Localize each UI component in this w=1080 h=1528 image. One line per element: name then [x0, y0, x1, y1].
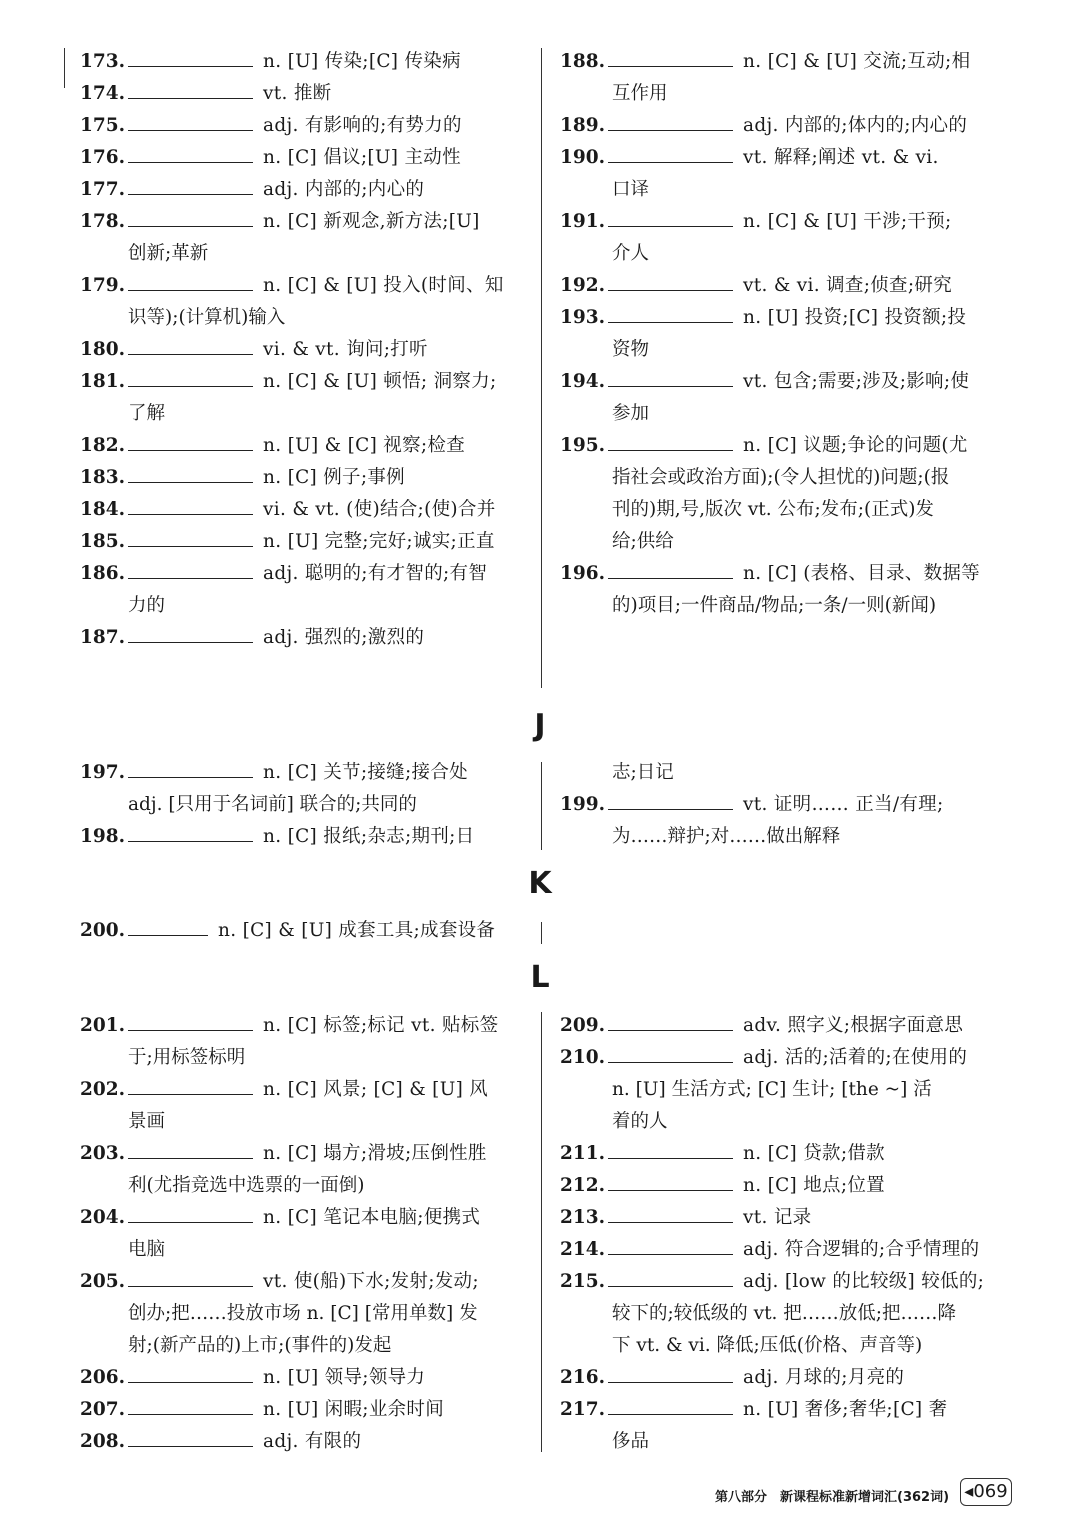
answer-blank[interactable] [608, 1140, 733, 1159]
entry-number: 193. [560, 307, 606, 328]
entry-definition: n. [C] & [U] 交流;互动;相 [743, 51, 971, 72]
entry-continuation: 较下的;较低级的 vt. 把……放低;把……降 [612, 1303, 956, 1324]
entry-definition: n. [C] (表格、目录、数据等 [743, 563, 980, 584]
entry-definition: n. [C] 报纸;杂志;期刊;日 [263, 826, 475, 847]
entry-continuation: 给;供给 [612, 531, 674, 552]
answer-blank[interactable] [608, 1364, 733, 1383]
section-i-left-column [80, 46, 525, 654]
entry-definition: adj. 有影响的;有势力的 [263, 115, 462, 136]
entry-definition: n. [U] 闲暇;业余时间 [263, 1399, 445, 1420]
answer-blank[interactable] [608, 304, 733, 323]
entry-continuation: 创新;革新 [128, 243, 209, 264]
vocab-entry [80, 366, 525, 398]
entry-continuation: 为……辩护;对……做出解释 [612, 826, 841, 847]
entry-continuation: 介人 [612, 243, 650, 264]
entry-number: 206. [80, 1367, 126, 1388]
letter-heading-l: L [530, 960, 550, 995]
vocab-entry [80, 270, 525, 302]
entry-continuation: 着的人 [612, 1111, 668, 1132]
answer-blank[interactable] [128, 823, 253, 842]
answer-blank[interactable] [128, 368, 253, 387]
entry-number: 202. [80, 1079, 126, 1100]
entry-number: 200. [80, 920, 126, 941]
vocab-entry [560, 1266, 1020, 1298]
entry-number: 185. [80, 531, 126, 552]
entry-definition: adv. 照字义;根据字面意思 [743, 1015, 964, 1036]
vocab-entry [80, 1202, 525, 1234]
entry-definition: n. [U] 投资;[C] 投资额;投 [743, 307, 967, 328]
answer-blank[interactable] [128, 560, 253, 579]
entry-continuation: 刊的)期,号,版次 vt. 公布;发布;(正式)发 [612, 499, 934, 520]
vocab-entry [80, 622, 525, 654]
vocab-entry [80, 494, 525, 526]
entry-definition: n. [C] 新观念,新方法;[U] [263, 211, 480, 232]
section-l-right-column [560, 1010, 1020, 1458]
entry-continuation: 口译 [612, 179, 650, 200]
entry-definition: vt. 解释;阐述 vt. & vi. [743, 147, 939, 168]
entry-definition: adj. 有限的 [263, 1431, 362, 1452]
answer-blank[interactable] [128, 1012, 253, 1031]
entry-definition: vi. & vt. (使)结合;(使)合并 [263, 499, 496, 520]
answer-blank[interactable] [608, 560, 733, 579]
entry-continuation: adj. [只用于名词前] 联合的;共同的 [128, 794, 417, 815]
answer-blank[interactable] [608, 48, 733, 67]
answer-blank[interactable] [128, 80, 253, 99]
vocab-entry [80, 1426, 525, 1458]
entry-number: 180. [80, 339, 126, 360]
answer-blank[interactable] [128, 336, 253, 355]
entry-definition: adj. 聪明的;有才智的;有智 [263, 563, 488, 584]
entry-definition: n. [C] & [U] 顿悟; 洞察力; [263, 371, 497, 392]
entry-continuation: 参加 [612, 403, 650, 424]
vocab-entry [80, 174, 525, 206]
entry-continuation: 的)项目;一件商品/物品;一条/一则(新闻) [612, 595, 937, 616]
answer-blank[interactable] [608, 432, 733, 451]
entry-definition: adj. 活的;活着的;在使用的 [743, 1047, 968, 1068]
vocab-entry [80, 757, 525, 789]
entry-number: 216. [560, 1367, 606, 1388]
letter-heading-j: J [534, 708, 546, 743]
entry-number: 207. [80, 1399, 126, 1420]
entry-number: 176. [80, 147, 126, 168]
vocab-entry [80, 78, 525, 110]
column-divider [541, 762, 542, 850]
vocab-entry [560, 558, 1020, 590]
answer-blank[interactable] [128, 1076, 253, 1095]
vocab-entry [80, 915, 525, 947]
entry-definition: n. [U] 奢侈;奢华;[C] 奢 [743, 1399, 948, 1420]
entry-number: 184. [80, 499, 126, 520]
entry-number: 190. [560, 147, 606, 168]
entry-definition: n. [C] 风景; [C] & [U] 风 [263, 1079, 489, 1100]
vocab-entry [80, 558, 525, 590]
entry-definition: n. [C] 地点;位置 [743, 1175, 885, 1196]
vocab-entry [560, 1362, 1020, 1394]
column-divider [541, 48, 542, 688]
footer-label: 第八部分 新课程标准新增词汇(362词) [715, 1490, 950, 1505]
answer-blank[interactable] [128, 144, 253, 163]
entry-number: 205. [80, 1271, 126, 1292]
entry-number: 191. [560, 211, 606, 232]
entry-definition: adj. 符合逻辑的;合乎情理的 [743, 1239, 980, 1260]
answer-blank[interactable] [608, 1172, 733, 1191]
entry-definition: n. [C] & [U] 成套工具;成套设备 [218, 920, 496, 941]
vocab-entry [560, 270, 1020, 302]
entry-number: 183. [80, 467, 126, 488]
entry-number: 178. [80, 211, 126, 232]
vocab-entry [80, 110, 525, 142]
entry-number: 211. [560, 1143, 606, 1164]
entry-number: 173. [80, 51, 126, 72]
entry-definition: vi. & vt. 询问;打听 [263, 339, 428, 360]
vocab-entry [560, 1170, 1020, 1202]
entry-continuation: 射;(新产品的)上市;(事件的)发起 [128, 1335, 392, 1356]
entry-continuation: 志;日记 [612, 762, 674, 783]
vocab-entry [560, 142, 1020, 174]
entry-number: 175. [80, 115, 126, 136]
answer-blank[interactable] [608, 368, 733, 387]
answer-blank[interactable] [608, 208, 733, 227]
answer-blank[interactable] [608, 144, 733, 163]
entry-number: 198. [80, 826, 126, 847]
answer-blank[interactable] [608, 272, 733, 291]
answer-blank[interactable] [128, 48, 253, 67]
answer-blank[interactable] [128, 496, 253, 515]
entry-definition: adj. 内部的;体内的;内心的 [743, 115, 968, 136]
entry-definition: adj. 强烈的;激烈的 [263, 627, 425, 648]
entry-definition: vt. 证明…… 正当/有理; [743, 794, 944, 815]
answer-blank[interactable] [128, 208, 253, 227]
vocab-entry [560, 1138, 1020, 1170]
section-k-left-column [80, 915, 525, 947]
vocab-entry [80, 142, 525, 174]
entry-definition: n. [C] 标签;标记 vt. 贴标签 [263, 1015, 499, 1036]
entry-definition: n. [C] 倡议;[U] 主动性 [263, 147, 461, 168]
entry-number: 215. [560, 1271, 606, 1292]
entry-continuation: 创办;把……投放市场 n. [C] [常用单数] 发 [128, 1303, 478, 1324]
entry-number: 209. [560, 1015, 606, 1036]
entry-definition: n. [C] & [U] 投入(时间、知 [263, 275, 504, 296]
answer-blank[interactable] [128, 432, 253, 451]
entry-continuation: 景画 [128, 1111, 166, 1132]
entry-continuation: n. [U] 生活方式; [C] 生计; [the ~] 活 [612, 1079, 932, 1100]
entry-number: 174. [80, 83, 126, 104]
vocab-entry [560, 366, 1020, 398]
entry-definition: vt. & vi. 调查;侦查;研究 [743, 275, 952, 296]
vocab-entry [560, 110, 1020, 142]
entry-definition: n. [C] 贷款;借款 [743, 1143, 885, 1164]
vocab-entry [80, 526, 525, 558]
vocab-entry [80, 430, 525, 462]
entry-number: 214. [560, 1239, 606, 1260]
vocab-entry [80, 206, 525, 238]
entry-continuation: 下 vt. & vi. 降低;压低(价格、声音等) [612, 1335, 923, 1356]
answer-blank[interactable] [608, 1044, 733, 1063]
page-footer [715, 1478, 1015, 1508]
entry-definition: n. [U] & [C] 视察;检查 [263, 435, 466, 456]
entry-number: 212. [560, 1175, 606, 1196]
vocab-entry [80, 1266, 525, 1298]
answer-blank[interactable] [608, 791, 733, 810]
entry-number: 213. [560, 1207, 606, 1228]
vocab-entry [80, 1074, 525, 1106]
entry-definition: adj. [low 的比较级] 较低的; [743, 1271, 985, 1292]
entry-definition: adj. 内部的;内心的 [263, 179, 425, 200]
section-i-right-column [560, 46, 1020, 622]
vocab-entry [80, 334, 525, 366]
entry-number: 210. [560, 1047, 606, 1068]
entry-number: 204. [80, 1207, 126, 1228]
entry-number: 192. [560, 275, 606, 296]
vocab-entry [560, 1394, 1020, 1426]
vocab-entry [560, 789, 1020, 821]
answer-blank[interactable] [608, 1236, 733, 1255]
entry-definition: n. [C] 议题;争论的问题(尤 [743, 435, 968, 456]
entry-continuation: 利(尤指竞选中选票的一面倒) [128, 1175, 365, 1196]
entry-definition: n. [C] 笔记本电脑;便携式 [263, 1207, 481, 1228]
entry-number: 196. [560, 563, 606, 584]
entry-continuation: 力的 [128, 595, 166, 616]
entry-continuation: 于;用标签标明 [128, 1047, 246, 1068]
letter-heading-k: K [528, 866, 552, 901]
entry-continuation: 资物 [612, 339, 650, 360]
page-number: ◂069 [960, 1478, 1012, 1506]
answer-blank[interactable] [128, 464, 253, 483]
entry-number: 194. [560, 371, 606, 392]
answer-blank[interactable] [128, 1140, 253, 1159]
answer-blank[interactable] [608, 112, 733, 131]
vocab-entry [80, 1010, 525, 1042]
entry-definition: n. [C] & [U] 干涉;干预; [743, 211, 952, 232]
answer-blank[interactable] [128, 917, 208, 936]
entry-number: 177. [80, 179, 126, 200]
vocab-entry [80, 1394, 525, 1426]
answer-blank[interactable] [128, 112, 253, 131]
entry-number: 179. [80, 275, 126, 296]
entry-continuation: 电脑 [128, 1239, 166, 1260]
vocab-entry [560, 302, 1020, 334]
vocab-entry [560, 1234, 1020, 1266]
entry-number: 182. [80, 435, 126, 456]
vocab-entry [80, 821, 525, 853]
vocab-entry [80, 1362, 525, 1394]
entry-definition: n. [U] 传染;[C] 传染病 [263, 51, 461, 72]
entry-number: 217. [560, 1399, 606, 1420]
entry-number: 181. [80, 371, 126, 392]
vocab-entry [560, 206, 1020, 238]
answer-blank[interactable] [608, 1012, 733, 1031]
vocab-entry [560, 46, 1020, 78]
answer-blank[interactable] [608, 1396, 733, 1415]
answer-blank[interactable] [128, 272, 253, 291]
answer-blank[interactable] [608, 1204, 733, 1223]
entry-number: 186. [80, 563, 126, 584]
entry-definition: adj. 月球的;月亮的 [743, 1367, 905, 1388]
entry-definition: n. [C] 例子;事例 [263, 467, 405, 488]
answer-blank[interactable] [128, 759, 253, 778]
answer-blank[interactable] [128, 624, 253, 643]
entry-definition: n. [C] 塌方;滑坡;压倒性胜 [263, 1143, 487, 1164]
section-j-left-column [80, 757, 525, 853]
entry-definition: vt. 包含;需要;涉及;影响;使 [743, 371, 970, 392]
answer-blank[interactable] [128, 1428, 253, 1447]
entry-definition: vt. 使(船)下水;发射;发动; [263, 1271, 479, 1292]
entry-definition: n. [U] 领导;领导力 [263, 1367, 426, 1388]
vocab-entry [560, 1042, 1020, 1074]
vocab-entry [560, 430, 1020, 462]
entry-continuation: 了解 [128, 403, 166, 424]
entry-definition: vt. 推断 [263, 83, 332, 104]
vocab-entry [80, 1138, 525, 1170]
entry-number: 201. [80, 1015, 126, 1036]
vocab-entry [80, 46, 525, 78]
entry-continuation: 互作用 [612, 83, 668, 104]
vocab-entry [80, 462, 525, 494]
section-j-right-column [560, 757, 1020, 853]
entry-number: 197. [80, 762, 126, 783]
entry-number: 203. [80, 1143, 126, 1164]
entry-number: 189. [560, 115, 606, 136]
answer-blank[interactable] [128, 1364, 253, 1383]
answer-blank[interactable] [128, 1268, 253, 1287]
column-divider [541, 922, 542, 944]
entry-definition: vt. 记录 [743, 1207, 812, 1228]
entry-number: 208. [80, 1431, 126, 1452]
answer-blank[interactable] [128, 528, 253, 547]
entry-number: 199. [560, 794, 606, 815]
answer-blank[interactable] [608, 1268, 733, 1287]
entry-number: 188. [560, 51, 606, 72]
entry-definition: n. [C] 关节;接缝;接合处 [263, 762, 468, 783]
entry-number: 187. [80, 627, 126, 648]
column-divider [541, 1012, 542, 1452]
entry-continuation: 识等);(计算机)输入 [128, 307, 286, 328]
entry-continuation: 侈品 [612, 1431, 650, 1452]
margin-mark [64, 48, 65, 88]
vocab-entry [560, 1202, 1020, 1234]
entry-continuation: 指社会或政治方面);(令人担忧的)问题;(报 [612, 467, 950, 488]
section-l-left-column [80, 1010, 525, 1458]
answer-blank[interactable] [128, 1204, 253, 1223]
entry-number: 195. [560, 435, 606, 456]
answer-blank[interactable] [128, 176, 253, 195]
entry-definition: n. [U] 完整;完好;诚实;正直 [263, 531, 495, 552]
vocab-entry [560, 1010, 1020, 1042]
answer-blank[interactable] [128, 1396, 253, 1415]
